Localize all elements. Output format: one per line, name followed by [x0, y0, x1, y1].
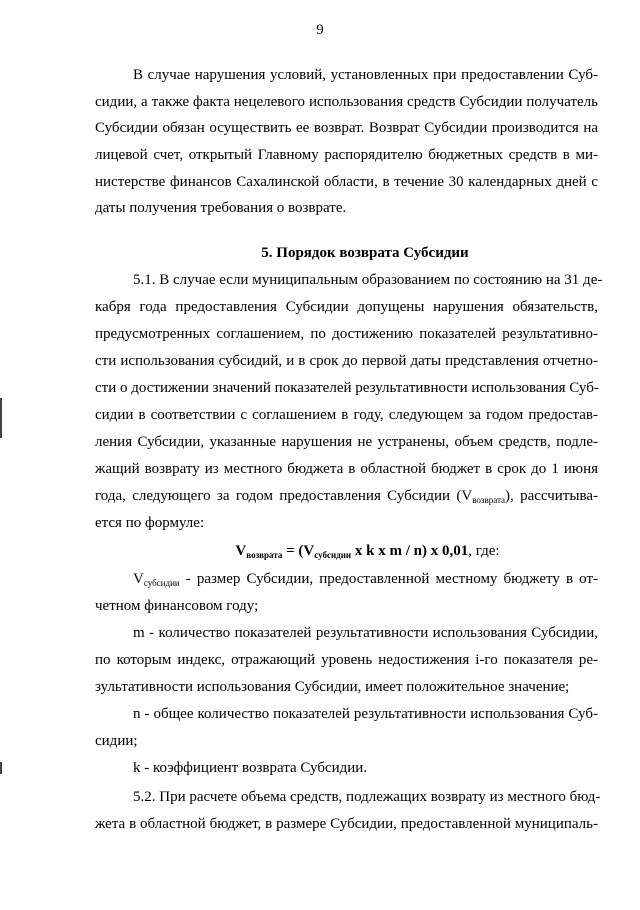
- paragraph-line: сидии, а также факта нецелевого использования средств Субсидии получатель: [95, 94, 598, 110]
- subscript-text: субсидии: [143, 578, 180, 588]
- definition-line: четном финансовом году;: [95, 598, 259, 614]
- formula-tail: , где:: [468, 543, 500, 559]
- paragraph-line: ления Субсидии, указанные нарушения не устранены, объем средств, подле-: [95, 434, 598, 450]
- formula-eq: = (V: [282, 543, 315, 559]
- definition-line: k - коэффициент возврата Субсидии.: [133, 760, 368, 776]
- definition-symbol: V: [133, 571, 144, 587]
- paragraph-line: жета в областной бюджет, в размере Субсидии, предоставленной муниципаль-: [95, 816, 598, 832]
- formula-rest: x k x m / n) x 0,01: [351, 543, 469, 559]
- paragraph-line: кабря года предоставления Субсидии допущены нарушения обязательств,: [95, 299, 598, 315]
- formula-v: V: [235, 543, 247, 559]
- paragraph-line: даты получения требования о возврате.: [95, 200, 347, 216]
- definition-line: m - количество показателей результативности использования Субсидии,: [133, 625, 598, 641]
- definition-text: - размер Субсидии, предоставленной местному бюджету в от-: [179, 571, 598, 587]
- definition-line: зультативности использования Субсидии, имеет положительное значение;: [95, 679, 570, 695]
- definition-line: по которым индекс, отражающий уровень недостижения i-го показателя ре-: [95, 652, 598, 668]
- line-text: года, следующего за годом предоставления Субсидии (V: [95, 488, 473, 504]
- scan-edge-mark: [0, 762, 2, 774]
- paragraph-line: сти о достижении значений показателей результативности использования Суб-: [95, 380, 599, 396]
- paragraph-line: лицевой счет, открытый Главному распорядителю бюджетных средств в ми-: [95, 147, 598, 163]
- definition-line: сидии;: [95, 733, 138, 749]
- paragraph-line: Субсидии обязан осуществить ее возврат. Возврат Субсидии производится на: [95, 120, 598, 136]
- paragraph-line: 5.1. В случае если муниципальным образованием по состоянию на 31 де-: [133, 272, 603, 288]
- page-number: 9: [316, 22, 324, 38]
- paragraph-line: сидии в соответствии с соглашением в году, следующем за годом предостав-: [95, 407, 598, 423]
- formula-subsidy-subscript: субсидии: [314, 550, 352, 560]
- paragraph-line: В случае нарушения условий, установленных при предоставлении Суб-: [133, 67, 598, 83]
- subscript-text: возврата: [472, 495, 506, 505]
- section-heading: 5. Порядок возврата Субсидии: [261, 245, 469, 261]
- paragraph-line: ется по формуле:: [95, 515, 205, 531]
- paragraph-line: 5.2. При расчете объема средств, подлежащих возврату из местного бюд-: [133, 789, 601, 805]
- line-text: ), рассчитыва-: [505, 488, 598, 504]
- paragraph-line: нистерстве финансов Сахалинской области, в течение 30 календарных дней с: [95, 174, 598, 190]
- paragraph-line: [95, 486, 598, 506]
- formula-v-subscript: возврата: [246, 550, 283, 560]
- paragraph-line: предусмотренных соглашением, по достижению показателей результативно-: [95, 326, 598, 342]
- paragraph-line: сти использования субсидий, и в срок до первой даты представления отчетно-: [95, 353, 598, 369]
- paragraph-line: жащий возврату из местного бюджета в областной бюджет в срок до 1 июня: [95, 461, 598, 477]
- definition-line: n - общее количество показателей результативности использования Суб-: [133, 706, 598, 722]
- scan-edge-mark: [0, 398, 2, 438]
- return-formula: [95, 541, 640, 561]
- definition-line: [133, 569, 598, 589]
